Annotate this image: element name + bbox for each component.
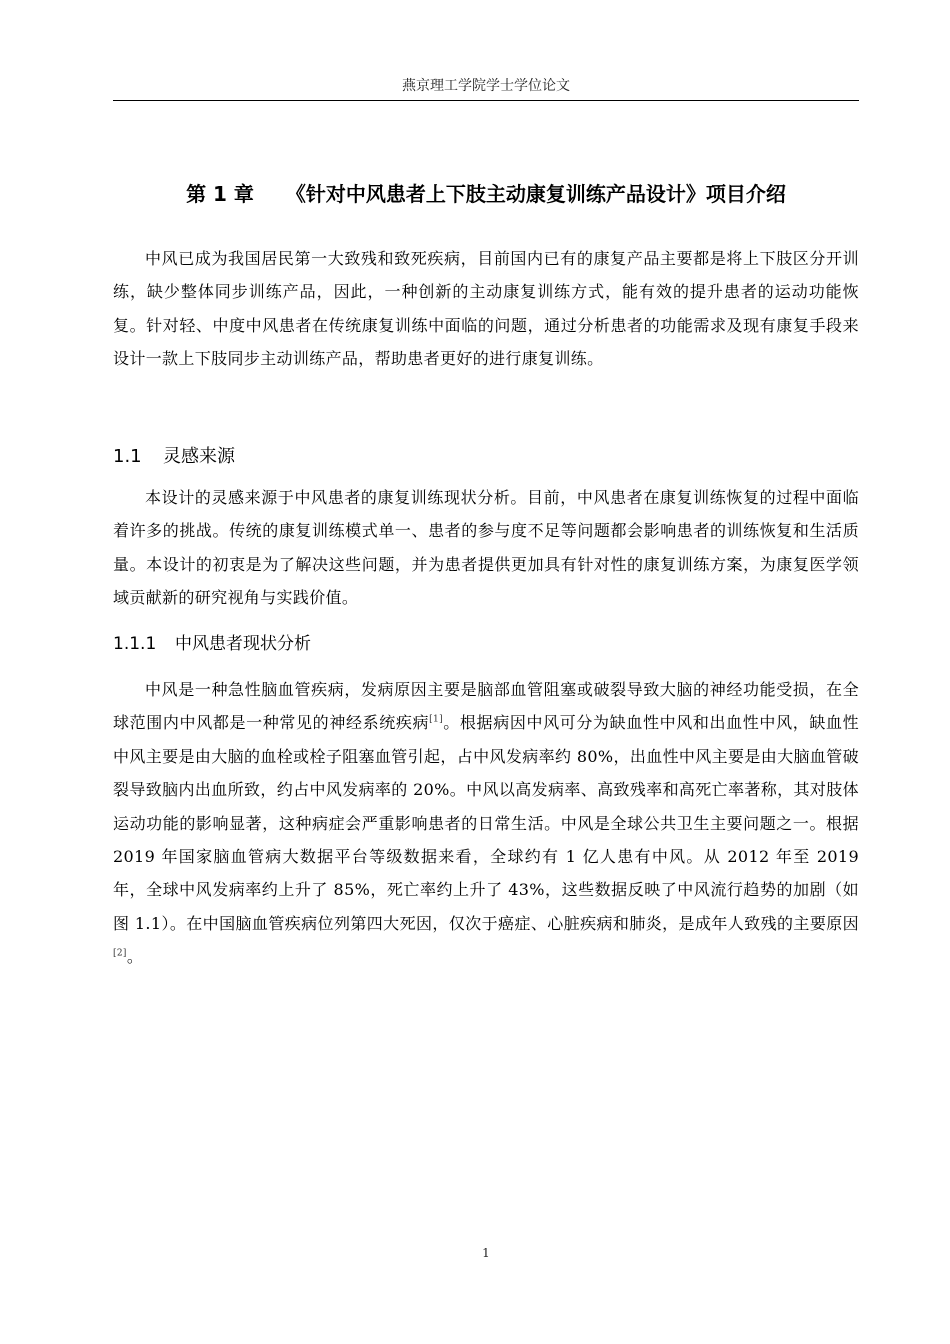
page-number: 1 — [482, 1246, 490, 1260]
paragraph-text: 中风是一种急性脑血管疾病，发病原因主要是脑部血管阻塞或破裂导致大脑的神经功能受损，在全球范围内中风都是一种常见的神经系统疾病 — [113, 680, 859, 733]
section-number: 1.1 — [113, 446, 142, 467]
paragraph-text: 。 — [126, 947, 144, 967]
citation-1[interactable]: [1] — [429, 715, 443, 726]
header-divider — [113, 100, 859, 101]
chapter-title-text: 《针对中风患者上下肢主动康复训练产品设计》项目介绍 — [285, 182, 786, 206]
chapter-title — [113, 178, 859, 210]
paragraph-text: 。根据病因中风可分为缺血性中风和出血性中风，缺血性中风主要是由大脑的血栓或栓子阻塞血管引起，占中风发病率约 80%，出血性中风主要是由大脑血管破裂导致脑内出血所致，约占中风发病率的 20%。中风以高发病率、高致残率和高死亡率著称，其对肢体运动功能的影响显著，这种病症会严重影响患者的日常生活。中风是全球公共卫生主要问题之一。根据 2019 年国家脑血管病大数据平台等级数据来看，全球约有 1 亿人患有中风。从 2012 年至 2019 年，全球中风发病率约上升了 85%，死亡率约上升了 43%，这些数据反映了中风流行趋势的加剧（如图 1.1）。在中国脑血管疾病位列第四大死因，仅次于癌症、心脏疾病和肺炎，是成年人致残的主要原因 — [113, 713, 859, 933]
running-header: 燕京理工学院学士学位论文 — [402, 78, 570, 94]
section-1-1-1-paragraph — [113, 673, 859, 974]
subsection-heading-1-1-1 — [113, 629, 859, 659]
section-title: 灵感来源 — [163, 446, 235, 467]
chapter-number: 第 1 章 — [186, 182, 254, 206]
section-heading-1-1 — [113, 442, 859, 472]
intro-paragraph: 中风已成为我国居民第一大致残和致死疾病，目前国内已有的康复产品主要都是将上下肢区分开训练，缺少整体同步训练产品，因此，一种创新的主动康复训练方式，能有效的提升患者的运动功能恢复。针对轻、中度中风患者在传统康复训练中面临的问题，通过分析患者的功能需求及现有康复手段来设计一款上下肢同步主动训练产品，帮助患者更好的进行康复训练。 — [113, 249, 859, 369]
subsection-number: 1.1.1 — [113, 634, 157, 654]
section-1-1-paragraph: 本设计的灵感来源于中风患者的康复训练现状分析。目前，中风患者在康复训练恢复的过程中面临着许多的挑战。传统的康复训练模式单一、患者的参与度不足等问题都会影响患者的训练恢复和生活质量。本设计的初衷是为了解决这些问题，并为患者提供更加具有针对性的康复训练方案，为康复医学领域贡献新的研究视角与实践价值。 — [113, 488, 859, 608]
subsection-title: 中风患者现状分析 — [175, 634, 311, 654]
citation-2[interactable]: [2] — [113, 948, 127, 959]
